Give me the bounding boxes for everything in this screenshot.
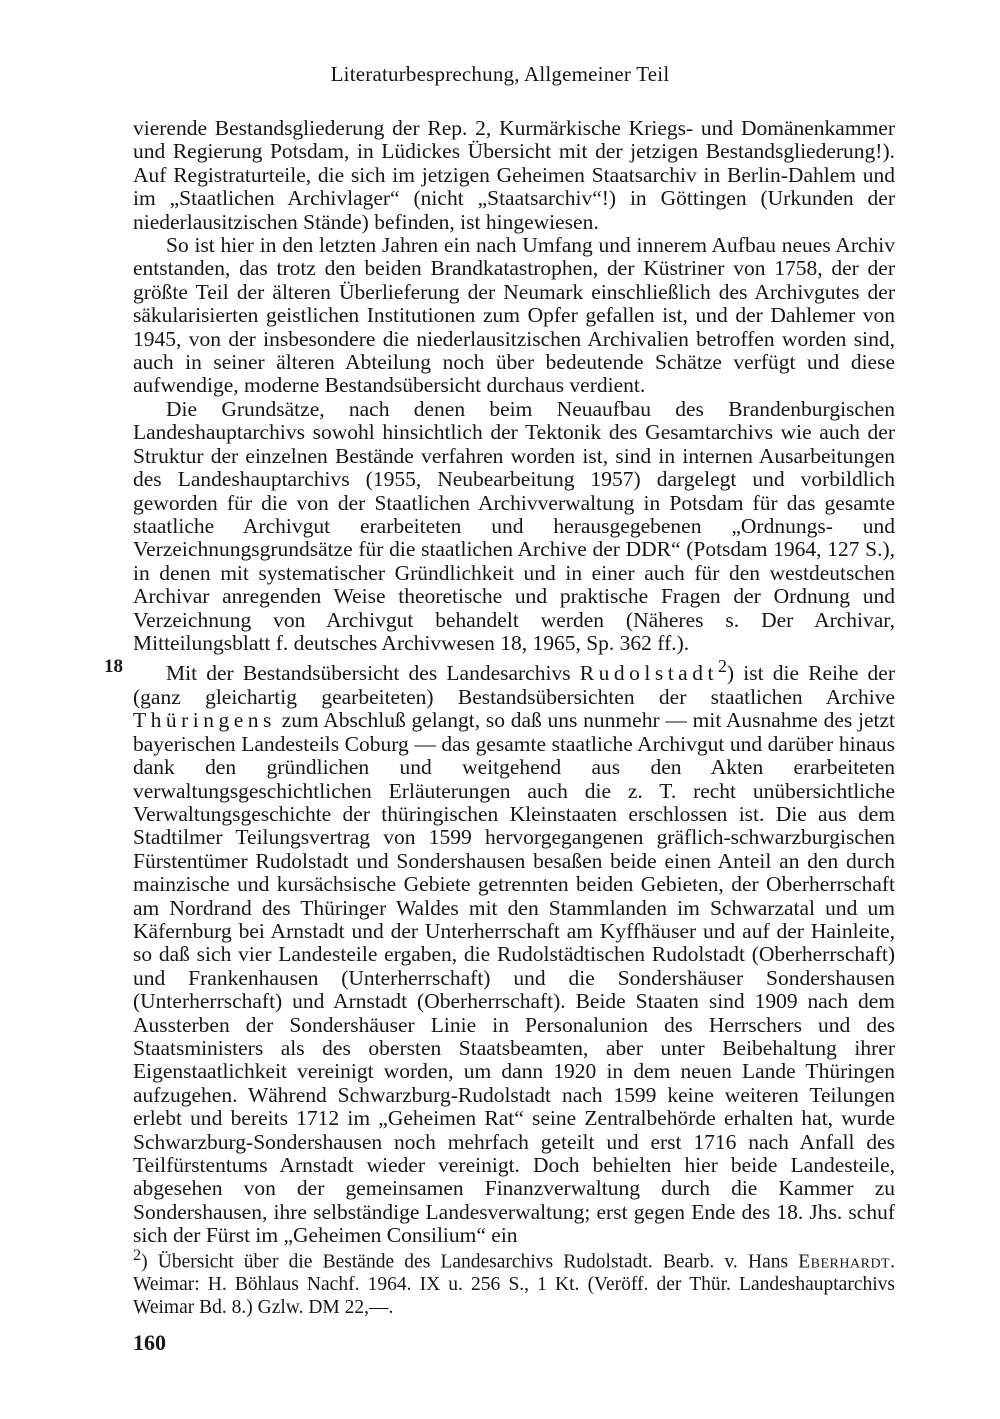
footnote-reference: 2 [717, 656, 727, 677]
paragraph-text: Mit der Bestandsübersicht des Landesarchivs [166, 661, 580, 686]
author-name: Eberhardt [798, 1251, 891, 1273]
footnote [133, 1244, 895, 1319]
page-number: 160 [133, 1330, 166, 1355]
spaced-name: Rudolstadt [579, 661, 718, 686]
running-head: Literaturbesprechung, Allgemeiner Teil [330, 62, 670, 86]
paragraph: Die Grundsätze, nach denen beim Neuaufbau des Brandenburgischen Landeshauptarchivs sowohl hinsichtlich der Tektonik des Gesamtarchivs wie auch der Struktur der einzelnen Bestände verfahren worden ist, sind in internen Ausarbeitungen des Landeshauptarchivs (1955, Neubearbeitung 1957) dargelegt und vorbildlich geworden für die von der Staatlichen Archivverwaltung in Potsdam für das gesamte staatliche Archivgut erarbeiteten und herausgegebenen „Ordnungs- und Verzeichnungsgrundsätze für die staatlichen Archive der DDR“ (Potsdam 1964, 127 S.), in denen mit systematischer Gründlichkeit und in einer auch für den westdeutschen Archivar anregenden Weise theoretische und praktische Fragen der Ordnung und Verzeichnung von Archivgut behandelt werden (Näheres s. Der Archivar, Mitteilungsblatt f. deutsches Archivwesen 18, 1965, Sp. 362 ff.). [133, 396, 895, 655]
footnote-text: $^2$) Übersicht über die Bestände des Landesarchivs Rudolstadt. Bearb. v. Hans Eberhardt. Weimar: H. Böhlaus Nachf. 1964. IX u. 256 S., 1 Kt. (Veröff. der Thür. Landeshauptarchivs Weimar Bd. 8.) Gzlw. DM 22,—. [133, 1246, 895, 1318]
footnote-marker: 2 [133, 1246, 142, 1264]
section-paragraph-18 [104, 655, 896, 1248]
paragraph-continuation: vierende Bestandsgliederung der Rep. 2, Kurmärkische Kriegs- und Domänenkammer und Regierung Potsdam, in Lüdickes Übersicht mit der jetzigen Bestandsgliederung!). Auf Registraturteile, die sich im jetzigen Geheimen Staatsarchiv in Berlin-Dahlem und im „Staatlichen Archivlager“ (nicht „Staatsarchiv“!) in Göttingen (Urkunden der niederlausitzischen Stände) befinden, ist hingewiesen. [133, 116, 895, 234]
section-number: 18 [104, 656, 123, 678]
paragraph-text: ) ist die Reihe der (ganz gleichartig gearbeiteten) Bestandsübersichten der staatlichen Archive [133, 661, 896, 709]
paragraph-text: zum Abschluß gelangt, so daß uns nunmehr — mit Ausnahme des jetzt bayerischen Landesteils Coburg — das gesamte staatliche Archivgut und darüber hinaus dank den gründlichen und weitgehend aus den Akten erarbeiteten verwaltungsgeschichtlichen Erläuterungen auch die z. T. recht unübersichtliche Verwaltungsgeschichte der thüringischen Kleinstaaten erschlossen ist. Die aus dem Stadtilmer Teilungsvertrag von 1599 hervorgegangenen gräflich-schwarzburgischen Fürstentümer Rudolstadt und Sondershausen besaßen beide einen Anteil an den durch mainzische und kursächsische Gebiete getrennten beiden Gebieten, der Oberherrschaft am Nordrand des Thüringer Waldes mit den Stammlanden im Schwarzatal und um Käfernburg bei Arnstadt und der Unterherrschaft am Kyffhäuser und auf der Hainleite, so daß sich vier Landesteile ergaben, die Rudolstädtischen Rudolstadt (Oberherrschaft) und Frankenhausen (Unterherrschaft) und die Sondershäuser Sondershausen (Unterherrschaft) und Arnstadt (Oberherrschaft). Beide Staaten sind 1909 nach dem Aussterben der Sondershäuser Linie in Personalunion des Herrschers und des Staatsministers als des obersten Staatsbeamten, aber unter Beibehaltung ihrer Eigenstaatlichkeit vereinigt worden, um dann 1920 in dem neuen Lande Thüringen aufzugehen. Während Schwarzburg-Rudolstadt nach 1599 keine weiteren Teilungen erlebt und bereits 1712 im „Geheimen Rat“ seine Zentralbehörde erhalten hat, wurde Schwarzburg-Sondershausen noch mehrfach geteilt und erst 1716 nach Anfall des Teilfürstentums Arnstadt wieder vereinigt. Doch behielten hier beide Landesteile, abgesehen von der gemeinsamen Finanzverwaltung durch die Kammer zu Sondershausen, ihre selbständige Landesverwaltung; erst gegen Ende des 18. Jhs. schuf sich der Fürst im „Geheimen Consilium“ ein [133, 708, 895, 1248]
main-text [104, 116, 896, 1248]
spaced-name: Thüringens [133, 708, 276, 733]
paragraph: So ist hier in den letzten Jahren ein nach Umfang und innerem Aufbau neues Archiv entstanden, das trotz den beiden Brandkatastrophen, der Küstriner von 1758, der der größte Teil der älteren Überlieferung der Neumark einschließlich des Archivgutes der säkularisierten geistlichen Institutionen zum Opfer gefallen ist, und der Dahlemer von 1945, von der insbesondere die niederlausitzischen Archivalien betroffen worden sind, auch in seiner älteren Abteilung noch über bedeutende Schätze verfügt und diese aufwendige, moderne Bestandsübersicht durchaus verdient. [133, 233, 895, 398]
